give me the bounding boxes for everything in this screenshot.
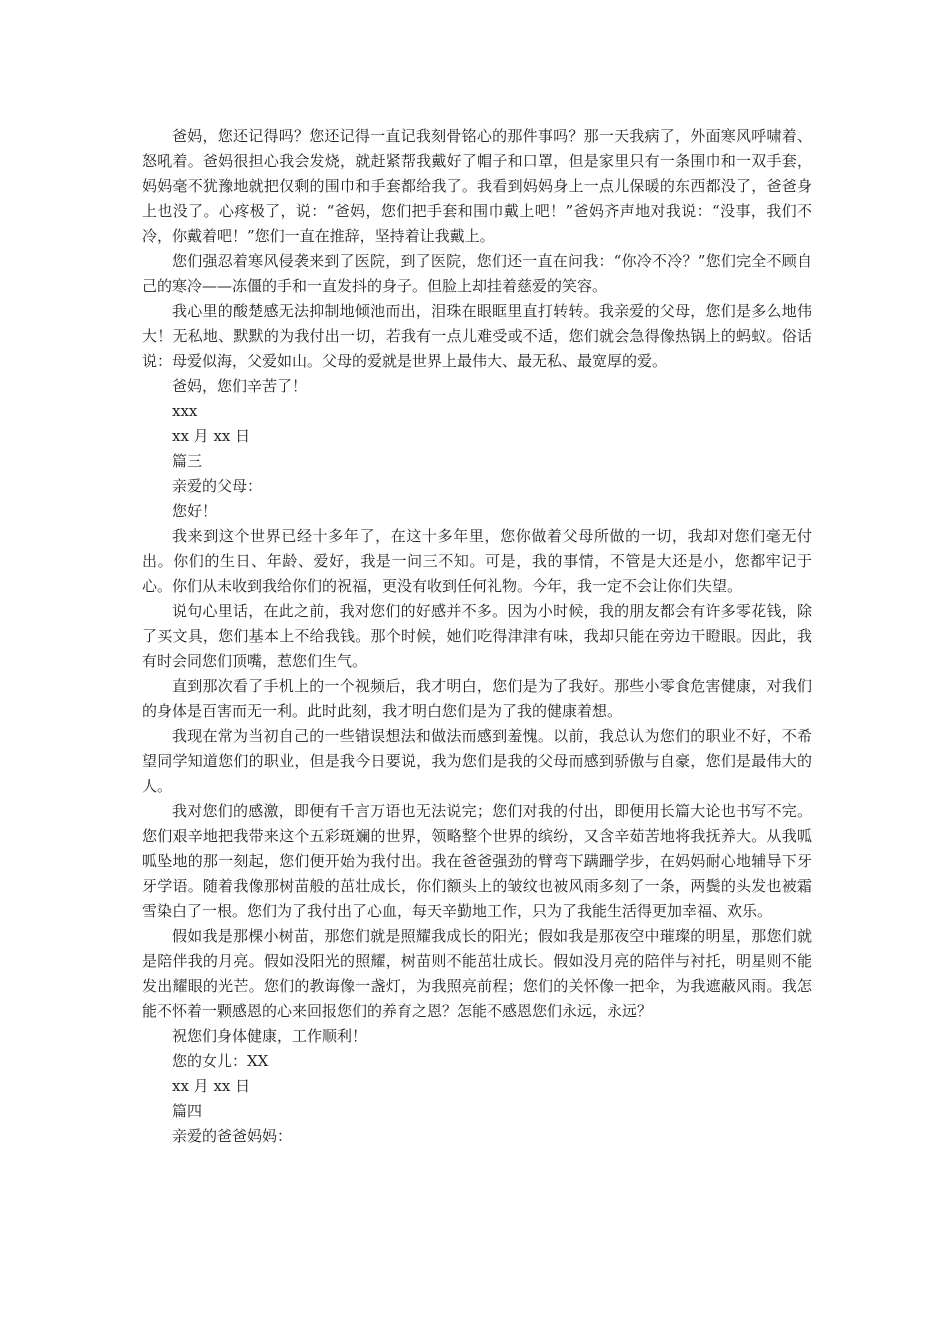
signature-name: 您的女儿：XX [172,1052,269,1070]
paragraph: 我对您们的感激，即便有千言万语也无法说完；您们对我的付出，即便用长篇大论也书写不完。您们艰辛地把我带来这个五彩斑斓的世界，领略整个世界的缤纷，又含辛茹苦地将我抚养大。从我呱呱坠地的那一刻起，您们便开始为我付出。我在爸爸强劲的臂弯下蹒跚学步，在妈妈耐心地辅导下牙牙学语。随着我像那树苗般的茁壮成长，你们额头上的皱纹也被风雨多刻了一条，两鬓的头发也被霜雪染白了一根。您们为了我付出了心血，每天辛勤地工作，只为了我能生活得更加幸福、欢乐。 [142,802,812,920]
paragraph: 我心里的酸楚感无法抑制地倾池而出，泪珠在眼眶里直打转转。我亲爱的父母，您们是多么地伟大！无私地、默默的为我付出一切，若我有一点儿难受或不适，您们就会急得像热锅上的蚂蚁。俗话说：母爱似海，父爱如山。父母的爱就是世界上最伟大、最无私、最宽厚的爱。 [142,302,812,370]
paragraph: 我来到这个世界已经十多年了，在这十多年里，您你做着父母所做的一切，我却对您们毫无付出。你们的生日、年龄、爱好，我是一问三不知。可是，我的事情，不管是大还是小，您都牢记于心。你们从未收到我给你们的祝福，更没有收到任何礼物。今年，我一定不会让你们失望。 [142,527,812,595]
greeting: 您好！ [172,502,218,520]
closing-line: 爸妈，您们辛苦了！ [172,377,308,395]
salutation: 亲爱的父母： [172,477,263,495]
paragraph: 直到那次看了手机上的一个视频后，我才明白，您们是为了我好。那些小零食危害健康，对我们的身体是百害而无一利。此时此刻，我才明白您们是为了我的健康着想。 [142,677,812,720]
wishes-line: 祝您们身体健康，工作顺利！ [172,1027,368,1045]
section-title: 篇四 [172,1102,203,1120]
paragraph: 说句心里话，在此之前，我对您们的好感并不多。因为小时候，我的朋友都会有许多零花钱，除了买文具，您们基本上不给我钱。那个时候，她们吃得津津有味，我却只能在旁边干瞪眼。因此，我有时会同您们顶嘴，惹您们生气。 [142,602,812,670]
salutation: 亲爱的爸爸妈妈： [172,1127,293,1145]
paragraph: 假如我是那棵小树苗，那您们就是照耀我成长的阳光；假如我是那夜空中璀璨的明星，那您们就是陪伴我的月亮。假如没阳光的照耀，树苗则不能茁壮成长。假如没月亮的陪伴与衬托，明星则不能发出耀眼的光芒。您们的教诲像一盏灯，为我照亮前程；您们的关怀像一把伞，为我遮蔽风雨。我怎能不怀着一颗感恩的心来回报您们的养育之恩？怎能不感恩您们永远，永远？ [142,927,812,1020]
paragraph: 您们强忍着寒风侵袭来到了医院，到了医院，您们还一直在问我：“你冷不冷？”您们完全不顾自己的寒冷——冻僵的手和一直发抖的身子。但脸上却挂着慈爱的笑容。 [142,252,812,295]
paragraph: 我现在常为当初自己的一些错误想法和做法而感到羞愧。以前，我总认为您们的职业不好，不希望同学知道您们的职业，但是我今日要说，我为您们是我的父母而感到骄傲与自豪，您们是最伟大的人。 [142,727,812,795]
paragraph: 爸妈，您还记得吗？您还记得一直记我刻骨铭心的那件事吗？那一天我病了，外面寒风呼啸着、怒吼着。爸妈很担心我会发烧，就赶紧帮我戴好了帽子和口罩，但是家里只有一条围巾和一双手套，妈妈毫不犹豫地就把仅剩的围巾和手套都给我了。我看到妈妈身上一点儿保暖的东西都没了，爸爸身上也没了。心疼极了，说：“爸妈，您们把手套和围巾戴上吧！”爸妈齐声地对我说：“没事，我们不冷，你戴着吧！”您们一直在推辞，坚持着让我戴上。 [142,127,812,245]
signature-name: xxx [172,402,198,420]
section-title: 篇三 [172,452,203,470]
date-line: xx 月 xx 日 [172,1077,251,1095]
document-body [142,124,812,1149]
date-line: xx 月 xx 日 [172,427,251,445]
